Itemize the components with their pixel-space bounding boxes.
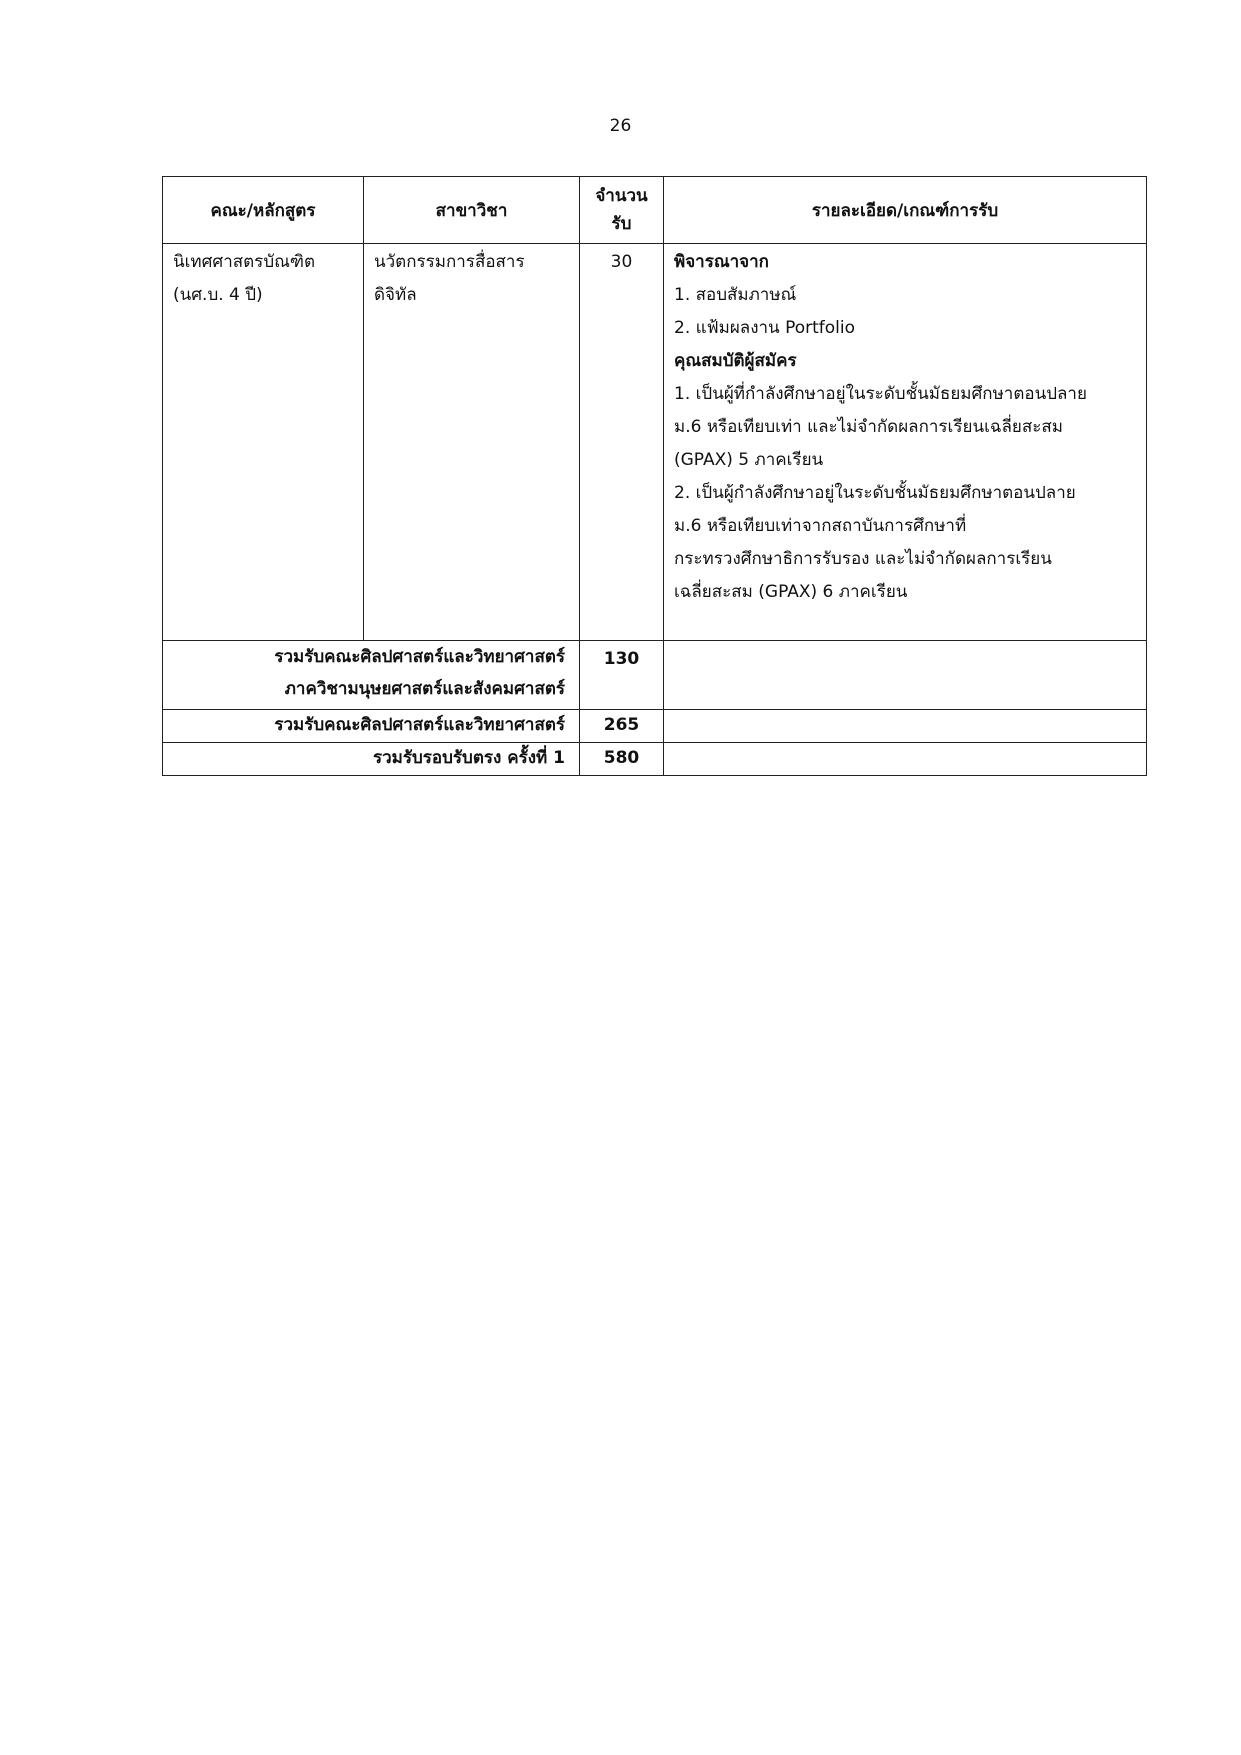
total-value: 130: [580, 641, 664, 710]
major-line-2: ดิจิทัล: [374, 285, 417, 305]
total-label-line2: ภาควิชามนุษยศาสตร์และสังคมศาสตร์: [284, 679, 565, 699]
faculty-name: นิเทศศาสตรบัณฑิต: [173, 252, 316, 272]
table-row: [163, 244, 1147, 641]
total-row-round: [163, 743, 1147, 776]
faculty-degree: (นศ.บ. 4 ปี): [173, 285, 263, 305]
details-line: (GPAX) 5 ภาคเรียน: [674, 450, 824, 470]
details-line: 2. เป็นผู้กำลังศึกษาอยู่ในระดับชั้นมัธยมศึกษาตอนปลาย: [674, 483, 1076, 503]
header-count: [580, 177, 664, 244]
cell-count: 30: [580, 244, 664, 641]
details-line: พิจารณาจาก: [674, 252, 769, 272]
details-line: 1. สอบสัมภาษณ์: [674, 285, 797, 305]
details-line: กระทรวงศึกษาธิการรับรอง และไม่จำกัดผลการเรียน: [674, 549, 1052, 569]
details-line: คุณสมบัติผู้สมัคร: [674, 351, 797, 371]
total-empty-cell: [664, 743, 1147, 776]
details-line: 1. เป็นผู้ที่กำลังศึกษาอยู่ในระดับชั้นมัธยมศึกษาตอนปลาย: [674, 384, 1087, 404]
header-count-line1: จำนวน: [595, 186, 648, 206]
total-empty-cell: [664, 641, 1147, 710]
cell-details: [664, 244, 1147, 641]
total-empty-cell: [664, 710, 1147, 743]
total-label-line1: รวมรับคณะศิลปศาสตร์และวิทยาศาสตร์: [274, 647, 565, 667]
table-header-row: [163, 177, 1147, 244]
total-label: รวมรับคณะศิลปศาสตร์และวิทยาศาสตร์: [163, 710, 580, 743]
header-major: สาขาวิชา: [364, 177, 580, 244]
total-label: [163, 641, 580, 710]
cell-major: [364, 244, 580, 641]
major-line-1: นวัตกรรมการสื่อสาร: [374, 252, 525, 272]
header-details: รายละเอียด/เกณฑ์การรับ: [664, 177, 1147, 244]
admission-table: [162, 176, 1147, 776]
total-row-humanities: [163, 641, 1147, 710]
cell-faculty: [163, 244, 364, 641]
total-row-faculty: [163, 710, 1147, 743]
total-value: 580: [580, 743, 664, 776]
details-line: ม.6 หรือเทียบเท่า และไม่จำกัดผลการเรียนเฉลี่ยสะสม: [674, 417, 1063, 437]
header-faculty: คณะ/หลักสูตร: [163, 177, 364, 244]
total-label: รวมรับรอบรับตรง ครั้งที่ 1: [163, 743, 580, 776]
page-number: 26: [609, 116, 632, 136]
details-line: ม.6 หรือเทียบเท่าจากสถาบันการศึกษาที่: [674, 516, 967, 536]
details-line: 2. แฟ้มผลงาน Portfolio: [674, 318, 856, 338]
details-line: เฉลี่ยสะสม (GPAX) 6 ภาคเรียน: [674, 582, 908, 602]
total-value: 265: [580, 710, 664, 743]
header-count-line2: รับ: [611, 214, 632, 234]
